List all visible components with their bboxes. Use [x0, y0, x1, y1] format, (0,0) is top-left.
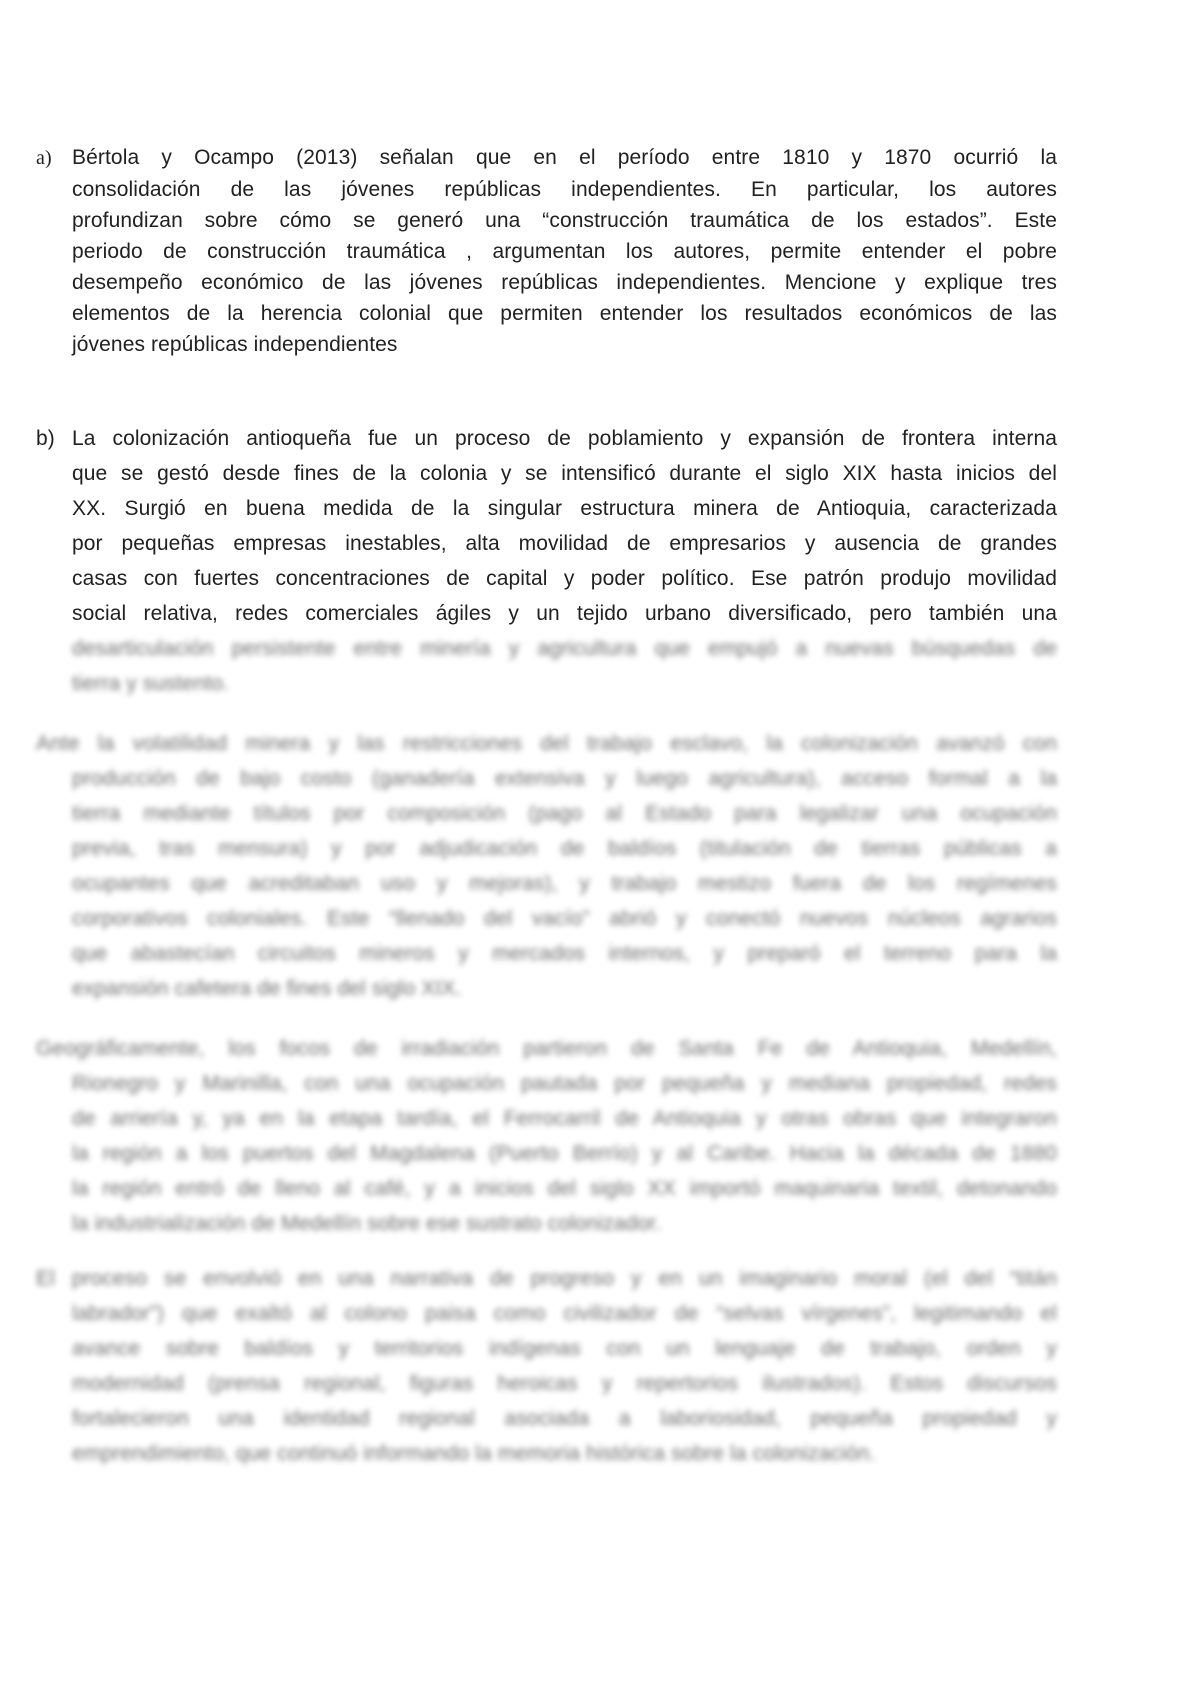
text-line-blurred: [72, 796, 1057, 831]
line-text: Rionegro y Marinilla, con una ocupación pautada por pequeña y mediana propiedad, redes: [72, 1072, 1057, 1095]
paragraph-blurred-paragraph-1: [36, 726, 1057, 1006]
text-line-blurred: [72, 901, 1057, 936]
list-marker: a): [36, 147, 52, 169]
line-text: jóvenes repúblicas independientes: [72, 333, 398, 356]
text-line: [72, 526, 1057, 561]
text-line: [72, 329, 1057, 360]
line-text: expansión cafetera de fines del siglo XIX.: [72, 977, 462, 1000]
line-text: que abastecían circuitos mineros y mercados internos, y preparó el terreno para la: [72, 942, 1057, 965]
line-text: producción de bajo costo (ganadería extensiva y luego agricultura), acceso formal a la: [72, 767, 1057, 790]
line-text: fortalecieron una identidad regional asociada a laboriosidad, pequeña propiedad y: [72, 1407, 1057, 1430]
text-line: [72, 491, 1057, 526]
text-line: [72, 236, 1057, 267]
line-text: previa, tras mensura) y por adjudicación de baldíos (titulación de tierras públicas a: [72, 837, 1057, 860]
paragraph-blurred-paragraph-3: [36, 1261, 1057, 1471]
line-text: La colonización antioqueña fue un proceso de poblamiento y expansión de frontera interna: [72, 427, 1057, 450]
text-line: [72, 174, 1057, 205]
line-text: que se gestó desde fines de la colonia y se intensificó durante el siglo XIX hasta inicios del: [72, 462, 1057, 485]
paragraph-blurred-paragraph-2: [36, 1031, 1057, 1241]
text-line-blurred: [72, 936, 1057, 971]
text-line-blurred: [36, 1261, 1057, 1296]
text-line-blurred: [72, 1331, 1057, 1366]
text-line: [72, 267, 1057, 298]
text-line: [72, 596, 1057, 631]
line-text: Bértola y Ocampo (2013) señalan que en el período entre 1810 y 1870 ocurrió la: [72, 146, 1057, 169]
text-line-blurred: [72, 1101, 1057, 1136]
line-text: Geográficamente, los focos de irradiación partieron de Santa Fe de Antioquia, Medellín,: [36, 1037, 1057, 1060]
line-text: elementos de la herencia colonial que permiten entender los resultados económicos de las: [72, 302, 1057, 325]
line-text: desempeño económico de las jóvenes repúblicas independientes. Mencione y explique tres: [72, 271, 1057, 294]
text-line-blurred: [72, 971, 1057, 1006]
text-line-blurred: [72, 1171, 1057, 1206]
text-line: [36, 142, 1057, 174]
text-line-blurred: [72, 1436, 1057, 1471]
line-text: Ante la volatilidad minera y las restricciones del trabajo esclavo, la colonización avanzó con: [36, 732, 1057, 755]
paragraph-question-a: [36, 142, 1057, 360]
line-text: El proceso se envolvió en una narrativa de progreso y en un imaginario moral (el del “titán: [36, 1267, 1057, 1290]
text-line: [72, 205, 1057, 236]
line-text: labrador”) que exaltó al colono paisa como civilizador de “selvas vírgenes”, legitimando el: [72, 1302, 1057, 1325]
text-line: [36, 421, 1057, 456]
text-line-blurred: [72, 666, 1057, 701]
line-text: tierra y sustento.: [72, 672, 230, 695]
text-line: [72, 298, 1057, 329]
text-line-blurred: [72, 631, 1057, 666]
line-text: la región entró de lleno al café, y a inicios del siglo XX importó maquinaria textil, detonando: [72, 1177, 1057, 1200]
line-text: por pequeñas empresas inestables, alta movilidad de empresarios y ausencia de grandes: [72, 532, 1057, 555]
text-line: [72, 561, 1057, 596]
text-line-blurred: [72, 1366, 1057, 1401]
list-marker: b): [36, 427, 55, 450]
line-text: profundizan sobre cómo se generó una “construcción traumática de los estados”. Este: [72, 209, 1057, 232]
document-body: [36, 142, 1057, 1471]
line-text: la industrialización de Medellín sobre ese sustrato colonizador.: [72, 1212, 661, 1235]
text-line-blurred: [36, 1031, 1057, 1066]
text-line-blurred: [72, 866, 1057, 901]
line-text: tierra mediante títulos por composición (pago al Estado para legalizar una ocupación: [72, 802, 1057, 825]
line-text: consolidación de las jóvenes repúblicas independientes. En particular, los autores: [72, 178, 1057, 201]
text-line-blurred: [36, 726, 1057, 761]
line-text: social relativa, redes comerciales ágiles y un tejido urbano diversificado, pero también una: [72, 602, 1057, 625]
line-text: avance sobre baldíos y territorios indígenas con un lenguaje de trabajo, orden y: [72, 1337, 1057, 1360]
line-text: casas con fuertes concentraciones de capital y poder político. Ese patrón produjo movilidad: [72, 567, 1057, 590]
line-text: corporativos coloniales. Este “llenado del vacío” abrió y conectó nuevos núcleos agrarios: [72, 907, 1057, 930]
text-line-blurred: [72, 1066, 1057, 1101]
paragraph-question-b: [36, 421, 1057, 701]
text-line-blurred: [72, 761, 1057, 796]
line-text: emprendimiento, que continuó informando la memoria histórica sobre la colonización.: [72, 1442, 876, 1465]
line-text: desarticulación persistente entre minería y agricultura que empujó a nuevas búsquedas de: [72, 637, 1057, 660]
line-text: ocupantes que acreditaban uso y mejoras), y trabajo mestizo fuera de los regímenes: [72, 872, 1057, 895]
line-text: modernidad (prensa regional, figuras heroicas y repertorios ilustrados). Estos discursos: [72, 1372, 1057, 1395]
line-text: XX. Surgió en buena medida de la singular estructura minera de Antioquia, caracterizada: [72, 497, 1057, 520]
text-line-blurred: [72, 1296, 1057, 1331]
line-text: la región a los puertos del Magdalena (Puerto Berrío) y al Caribe. Hacia la década de 1880: [72, 1142, 1057, 1165]
line-text: periodo de construcción traumática , argumentan los autores, permite entender el pobre: [72, 240, 1057, 263]
text-line-blurred: [72, 1401, 1057, 1436]
text-line-blurred: [72, 831, 1057, 866]
line-text: de arriería y, ya en la etapa tardía, el Ferrocarril de Antioquia y otras obras que integraron: [72, 1107, 1057, 1130]
text-line-blurred: [72, 1136, 1057, 1171]
text-line-blurred: [72, 1206, 1057, 1241]
text-line: [72, 456, 1057, 491]
